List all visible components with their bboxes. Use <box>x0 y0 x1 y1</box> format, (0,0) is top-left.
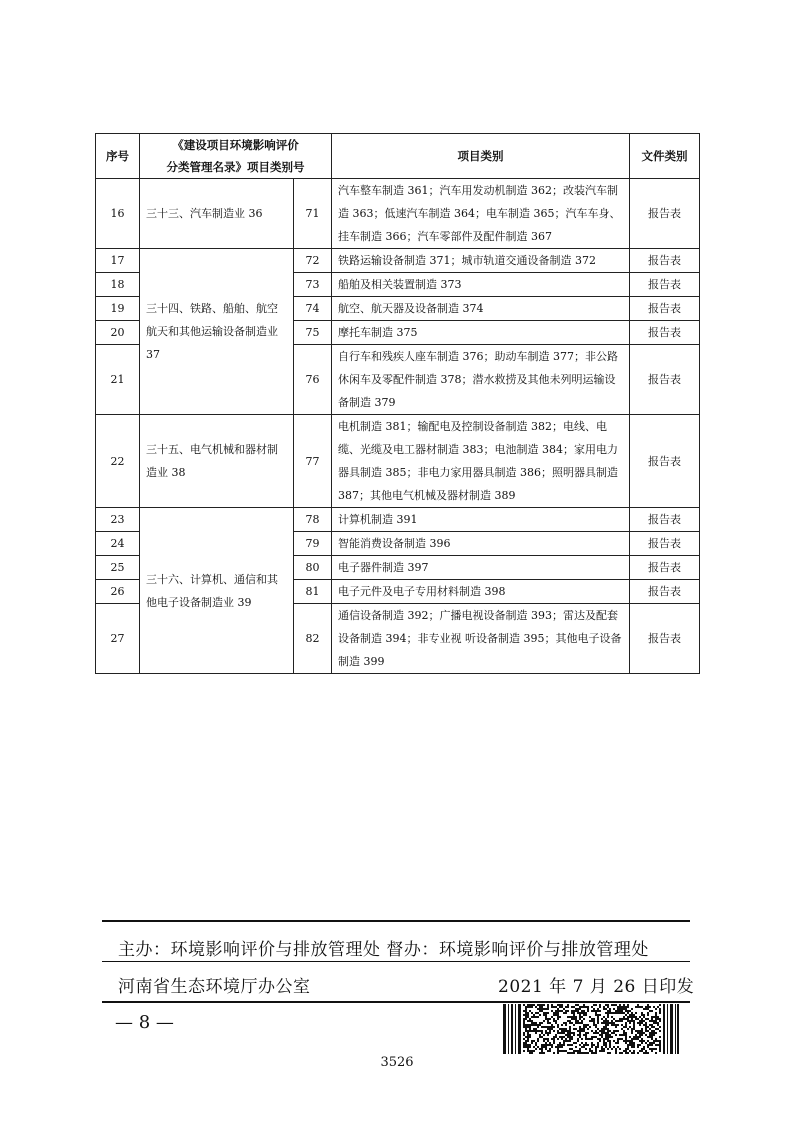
row-doc-type: 报告表 <box>630 297 700 321</box>
footer-issuer: 河南省生态环境厅办公室 <box>118 977 311 997</box>
row-doc-type: 报告表 <box>630 604 700 674</box>
header-seq: 序号 <box>96 134 140 179</box>
row-description: 船舶及相关装置制造 373 <box>332 273 630 297</box>
row-seq: 23 <box>96 508 140 532</box>
row-category-number: 74 <box>294 297 332 321</box>
row-seq: 26 <box>96 580 140 604</box>
row-description: 计算机制造 391 <box>332 508 630 532</box>
project-category-table <box>95 133 700 674</box>
row-category-number: 72 <box>294 249 332 273</box>
row-description: 电子器件制造 397 <box>332 556 630 580</box>
row-seq: 24 <box>96 532 140 556</box>
industry-group: 三十六、计算机、通信和其他电子设备制造业 39 <box>140 508 294 674</box>
header-catalog-line1: 《建设项目环境影响评价 <box>172 138 299 152</box>
row-doc-type: 报告表 <box>630 273 700 297</box>
row-description: 通信设备制造 392；广播电视设备制造 393；雷达及配套设备制造 394；非专业视 听设备制造 395；其他电子设备制造 399 <box>332 604 630 674</box>
industry-group: 三十三、汽车制造业 36 <box>140 179 294 249</box>
row-doc-type: 报告表 <box>630 532 700 556</box>
row-description: 电子元件及电子专用材料制造 398 <box>332 580 630 604</box>
row-doc-type: 报告表 <box>630 556 700 580</box>
footer-rule-bottom <box>102 1001 690 1003</box>
row-category-number: 77 <box>294 415 332 508</box>
header-category: 项目类别 <box>332 134 630 179</box>
row-description: 铁路运输设备制造 371；城市轨道交通设备制造 372 <box>332 249 630 273</box>
row-seq: 16 <box>96 179 140 249</box>
row-category-number: 78 <box>294 508 332 532</box>
row-seq: 17 <box>96 249 140 273</box>
document-serial-number: 3526 <box>380 1055 414 1070</box>
row-seq: 22 <box>96 415 140 508</box>
row-description: 电机制造 381；输配电及控制设备制造 382；电线、电缆、光缆及电工器材制造 383；电池制造 384；家用电力器具制造 385；非电力家用器具制造 386；照明器具制造 387；其他电气机械及器材制造 389 <box>332 415 630 508</box>
row-category-number: 79 <box>294 532 332 556</box>
row-seq: 25 <box>96 556 140 580</box>
row-description: 摩托车制造 375 <box>332 321 630 345</box>
row-doc-type: 报告表 <box>630 249 700 273</box>
footer-sponsor: 主办：环境影响评价与排放管理处 督办：环境影响评价与排放管理处 <box>118 940 649 960</box>
row-category-number: 81 <box>294 580 332 604</box>
table-row <box>96 179 700 249</box>
header-catalog <box>140 134 332 179</box>
row-category-number: 82 <box>294 604 332 674</box>
row-category-number: 76 <box>294 345 332 415</box>
barcode-image <box>503 1004 679 1054</box>
industry-group: 三十五、电气机械和器材制造业 38 <box>140 415 294 508</box>
row-seq: 20 <box>96 321 140 345</box>
row-category-number: 80 <box>294 556 332 580</box>
row-seq: 19 <box>96 297 140 321</box>
row-doc-type: 报告表 <box>630 415 700 508</box>
footer-rule-middle <box>102 961 690 962</box>
row-seq: 27 <box>96 604 140 674</box>
header-catalog-line2: 分类管理名录》项目类别号 <box>166 160 305 174</box>
row-category-number: 75 <box>294 321 332 345</box>
header-doc-type: 文件类别 <box>630 134 700 179</box>
table-row <box>96 508 700 532</box>
row-category-number: 71 <box>294 179 332 249</box>
footer-rule-top <box>102 920 690 922</box>
table-row <box>96 415 700 508</box>
row-category-number: 73 <box>294 273 332 297</box>
footer-issue-date: 2021 年 7 月 26 日印发 <box>498 977 695 997</box>
row-description: 汽车整车制造 361；汽车用发动机制造 362；改装汽车制造 363；低速汽车制造 364；电车制造 365；汽车车身、挂车制造 366；汽车零部件及配件制造 367 <box>332 179 630 249</box>
page-number: — 8 — <box>115 1012 174 1033</box>
table-row <box>96 249 700 273</box>
row-seq: 21 <box>96 345 140 415</box>
row-doc-type: 报告表 <box>630 321 700 345</box>
industry-group: 三十四、铁路、船舶、航空航天和其他运输设备制造业 37 <box>140 249 294 415</box>
row-description: 自行车和残疾人座车制造 376；助动车制造 377；非公路休闲车及零配件制造 378；潜水救捞及其他未列明运输设备制造 379 <box>332 345 630 415</box>
row-doc-type: 报告表 <box>630 580 700 604</box>
row-description: 航空、航天器及设备制造 374 <box>332 297 630 321</box>
row-seq: 18 <box>96 273 140 297</box>
row-doc-type: 报告表 <box>630 508 700 532</box>
row-description: 智能消费设备制造 396 <box>332 532 630 556</box>
table-header-row <box>96 134 700 179</box>
row-doc-type: 报告表 <box>630 345 700 415</box>
row-doc-type: 报告表 <box>630 179 700 249</box>
